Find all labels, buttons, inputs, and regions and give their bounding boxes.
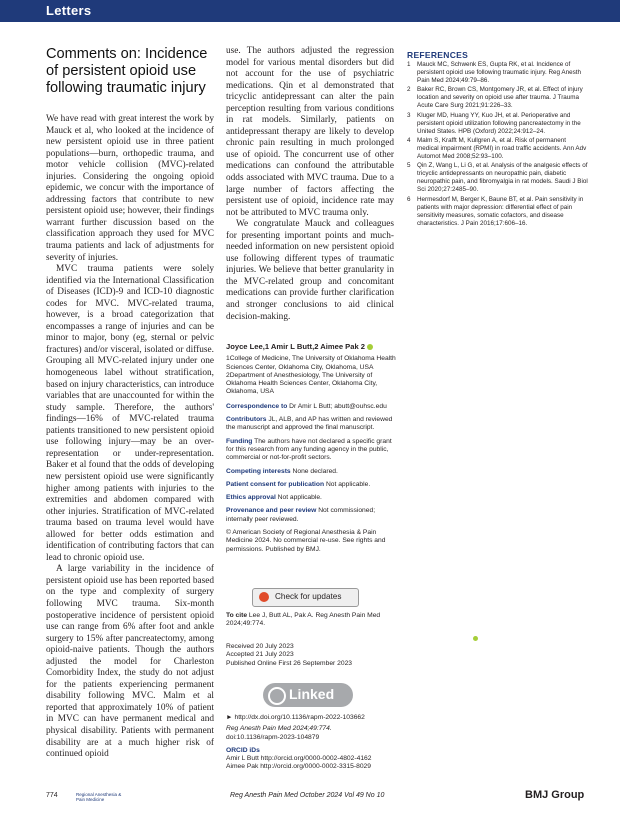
linked-badge[interactable]: Linked <box>263 683 353 707</box>
reference-item: 5 Qin Z, Wang L, Li G, et al. Analysis of the analgesic effects of tricyclic antidepressants on neuropathic pain, diabetic neuropathic pain, and fibromyalgia in rat models. Saudi J Biol Sci 2020;27:2485–90. <box>407 162 588 194</box>
society-logo: Regional Anesthesia & Pain Medicine <box>76 792 122 802</box>
contributors: Contributors JL, ALB, and AP has written and reviewed the manuscript and approved the final manuscript. <box>226 416 393 432</box>
correspondence: Correspondence to Dr Amir L Butt; abutt@ouhsc.edu <box>226 402 387 410</box>
orcid-link[interactable]: Amir L Butt http://orcid.org/0000-0002-4802-4162 <box>226 755 372 763</box>
section-banner <box>0 0 620 22</box>
journal-ref: Reg Anesth Pain Med 2024;49:774. <box>226 725 332 733</box>
reference-item: 2 Baker RC, Brown CS, Montgomery JR, et al. Effect of injury location and severity on opioid use after trauma. J Trauma Acute Care Surg 2021;91:226–33. <box>407 86 583 110</box>
citation: To cite Lee J, Butt AL, Pak A. Reg Anesth Pain Med 2024;49:774. <box>226 612 381 628</box>
references-heading: REFERENCES <box>407 50 469 60</box>
paragraph: use. The authors adjusted the regression model for various mental disorders but did not account for the use of psychiatric medications. Qin et al demonstrated that tricyclic antidepressant can alter the pain perception resulting from various conditions in rat models. Similarly, patients on antidepressant therapy are likely to develop chronic pain resulting in much prolonged use of opioid. The concurrent use of other medications can confound the attributable odds associated with MVC trauma. Due to a large number of factors affecting the persistent use of opioid, incidence rate may not be attributed to MVC trauma only. <box>226 46 394 218</box>
linked-icon <box>268 687 286 705</box>
orcid-link[interactable]: Aimee Pak http://orcid.org/0000-0002-3315-8029 <box>226 763 371 771</box>
article-info <box>226 343 398 554</box>
paragraph: MVC trauma patients were solely identified via the International Classification of Diseases (ICD)-9 and ICD-10 diagnostic codes for MVC. MVC-related trauma, however, is a broad categorization that encompasses a range of injuries and can be minor to major, bony (eg, sternal or pelvic fractures) and/or visceral, isolated or diffuse. Grouping all MVC-related injury under one homogeneous label without stratification, based on injury characteristics, can introduce variables that are unaccounted for within the study sample. Therefore, the authors' findings—16% of MVC-related trauma patients transitioned to new persistent opioid use following injury—may be an over-representation or under-representation. Baker et al found that the odds of developing new persistent opioid use were significantly higher among patients with injuries to the extremities and abdomen compared with other injuries. Stratification of MVC-related trauma based on trauma level would have allowed for better odds estimation and identification of contributing factors that can lead to chronic opioid use. <box>46 264 214 563</box>
author-list: Joyce Lee,1 Amir L Butt,2 Aimee Pak 2 <box>226 343 398 351</box>
paragraph: We have read with great interest the work by Mauck et al, who looked at the incidence of new persistent opioid use in three patient populations—burn, orthopedic trauma, and motor vehicle collision (MVC)-related injuries. Considering the ongoing opioid epidemic, we concur with the importance of addressing factors that contribute to new persistent opioid use; however, their findings warrant further discussion based on the classification approach they used for MVC trauma patients and lack of adjustments for severity of injuries. <box>46 114 214 263</box>
article-title: Comments on: Incidence of persistent opioid use following traumatic injury <box>46 46 208 96</box>
doi-block <box>226 714 398 772</box>
reference-item: 6 Hermesdorf M, Berger K, Baune BT, et al. Pain sensitivity in patients with major depression: differential effect of pain sensitivity measures, somatic cofactors, and disease characteristics. J Pain 2016;17:606–16. <box>407 195 584 227</box>
body-column-1 <box>46 114 214 761</box>
body-column-2 <box>226 46 394 323</box>
funding: Funding The authors have not declared a specific grant for this research from any funding agency in the public, commercial or not-for-profit sectors. <box>226 437 392 462</box>
orcid-title: ORCID iDs <box>226 746 260 754</box>
reference-item: 3 Kluger MD, Huang YY, Kuo JH, et al. Perioperative and persistent opioid utilization following pancreatectomy in the United States. HPB (Oxford) 2022;24:912–24. <box>407 111 581 135</box>
publisher-logo: BMJ Group <box>525 789 585 801</box>
affiliation: 1College of Medicine, The University of Oklahoma Health Sciences Center, Oklahoma City, Oklahoma, USA <box>226 355 396 371</box>
orcid-icon[interactable] <box>367 344 373 350</box>
history-block <box>226 643 398 668</box>
provenance: Provenance and peer review Not commissioned; internally peer reviewed. <box>226 507 376 523</box>
paragraph: We congratulate Mauck and colleagues for presenting important points and much-needed information on new persistent opioid use following different types of traumatic injuries. We believe that better granularity in the MVC-related group and concomitant medications can provide further clarification and stronger conclusions to aid clinical decision-making. <box>226 219 394 322</box>
published-date: Published Online First 26 September 2023 <box>226 659 353 667</box>
copyright: © American Society of Regional Anesthesia & Pain Medicine 2024. No commercial re-use. See rights and permissions. Published by BMJ. <box>226 529 386 553</box>
reference-item: 1 Mauck MC, Schwenk ES, Gupta RK, et al. Incidence of persistent opioid use following traumatic injury. Reg Anesth Pain Med 2024;49:79–86. <box>407 61 582 85</box>
journal-footer: Reg Anesth Pain Med October 2024 Vol 49 No 10 <box>230 792 385 799</box>
accepted-date: Accepted 21 July 2023 <box>226 651 294 659</box>
doi: doi:10.1136/rapm-2023-104879 <box>226 733 320 741</box>
patient-consent: Patient consent for publication Not applicable. <box>226 480 371 488</box>
check-updates-button[interactable]: Check for updates <box>252 588 359 607</box>
received-date: Received 20 July 2023 <box>226 643 294 650</box>
refresh-icon <box>259 592 269 602</box>
paragraph: A large variability in the incidence of persistent opioid use has been reported based on the type and complexity of surgery following MVC trauma. Six-month postoperative incidence of persistent opioid use can range from 6% after foot and ankle surgery to 15% after pancreatectomy, among opioid-naive patients. Though the authors adjusted the model for Charleston Comorbidity Index, the study do not adjust for the patients experiencing permanent disability following MVC. Malm et al reported that approximately 10% of patient in MVC can have permanent medical and physical disability. Patients with permanent disability are at a much higher risk of continued opioid <box>46 564 214 760</box>
reference-item: 4 Malm S, Krafft M, Kullgren A, et al. Risk of permanent medical impairment (RPMI) in road traffic accidents. Ann Adv Automot Med 2008;52:93–100. <box>407 136 587 161</box>
page-number: 774 <box>46 792 58 799</box>
linked-doi-link[interactable]: ► http://dx.doi.org/10.1136/rapm-2022-103662 <box>226 714 365 721</box>
citation-block <box>226 612 398 629</box>
section-label: Letters <box>46 3 92 18</box>
orcid-dot-icon <box>473 636 478 641</box>
affiliation: 2Department of Anesthesiology, The University of Oklahoma Health Sciences Center, Oklahoma City, Oklahoma, USA <box>226 371 378 396</box>
competing-interests: Competing interests None declared. <box>226 467 338 475</box>
references-list <box>407 61 589 229</box>
ethics-approval: Ethics approval Not applicable. <box>226 494 322 502</box>
